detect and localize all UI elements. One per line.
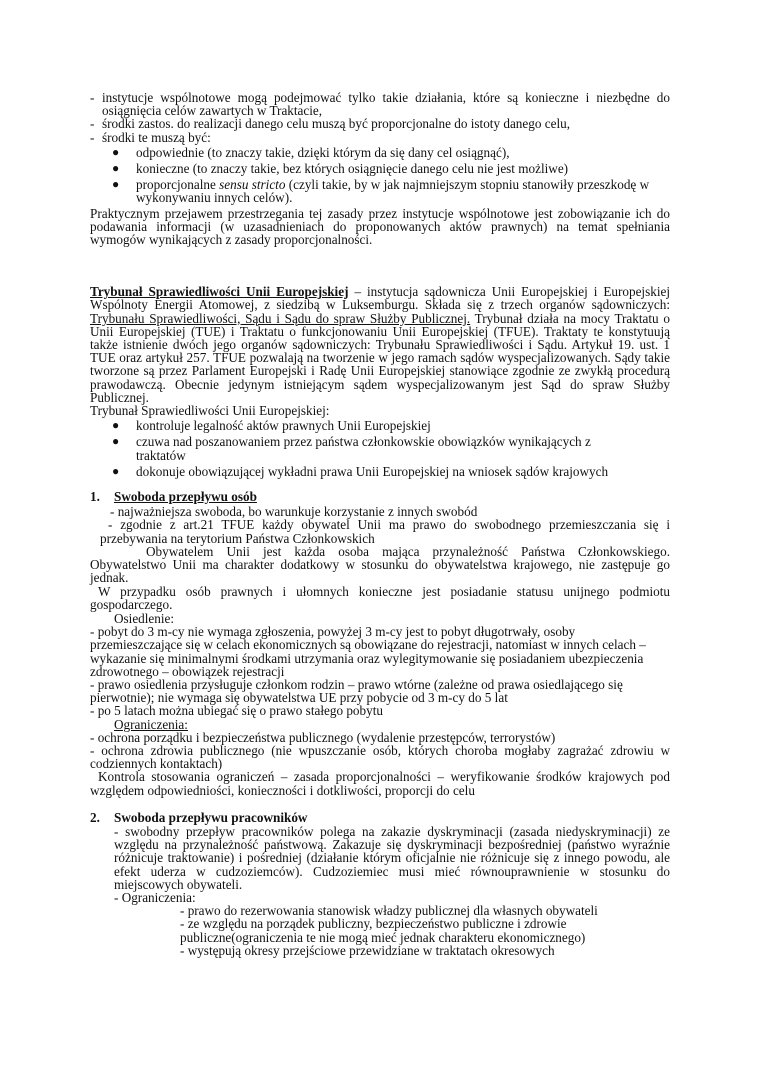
osiedlenie-item: - pobyt do 3 m-cy nie wymaga zgłoszenia, powyżej 3 m-cy jest to pobyt długotrwały, osoby przemieszczające się w celach ekonomicznych są obowiązane do rejestracji, natomiast w innych celach – wykazanie się minimalnymi środkami utrzymania oraz wylegitymowanie się posiadaniem ubezpieczenia zdrowotnego – obowiązek rejestracji <box>90 624 646 679</box>
bullet-text: proporcjonalne <box>136 177 220 193</box>
section-heading: 1. Swoboda przepływu osób <box>90 489 257 505</box>
section2-ogr-label: - Ograniczenia: <box>114 889 196 905</box>
bullet-icon: ● <box>112 161 120 176</box>
tribunal-title: Trybunał Sprawiedliwości Unii Europejskiej <box>90 284 349 300</box>
intro-item: - instytucje wspólnotowe mogą podejmować tylko takie działania, które są konieczne i niezbędne do osiągnięcia celów zawartych w Traktacie, <box>90 90 670 119</box>
tribunal-bullet: ● dokonuje obowiązującej wykładni prawa Unii Europejskiej na wniosek sądów krajowych <box>112 463 609 479</box>
intro-item: - środki zastos. do realizacji danego celu muszą być proporcjonalne do istoty danego celu, <box>90 116 571 132</box>
section1-line: - zgodnie z art.21 TFUE każdy obywatel Unii ma prawo do swobodnego przemieszczania się i przebywania na terytorium Państwa Członkowskich <box>100 517 670 546</box>
osiedlenie-item: - po 5 latach można ubiegać się o prawo stałego pobytu <box>90 703 383 719</box>
dash-marker: - <box>90 90 95 105</box>
intro-paragraph: Praktycznym przejawem przestrzegania tej zasady przez instytucje wspólnotowe jest zobowiązanie ich do podawania informacji (w uzasadnieniach do proponowanych aktów prawnych) na temat spełniania wymogów wynikających z zasady proporcjonalności. <box>90 205 670 248</box>
section2-ogr-item: - ze względu na porządek publiczny, bezpieczeństwo publiczne i zdrowie publiczne(ograniczenia te nie mogą mieć jednak charakteru ekonomicznego) <box>180 916 586 945</box>
intro-bullet: ● konieczne (to znaczy takie, bez których osiągnięcie danego celu nie jest możliwe) <box>112 161 569 177</box>
section1-line: - najważniejsza swoboda, bo warunkuje korzystanie z innych swobód <box>110 504 478 520</box>
section1-paragraph: W przypadku osób prawnych i ułomnych konieczne jest posiadanie statusu unijnego podmiotu gospodarczego. <box>90 583 670 612</box>
osiedlenie-label: Osiedlenie: <box>114 610 175 626</box>
bullet-icon: ● <box>112 144 120 159</box>
document-page <box>90 91 670 957</box>
tribunal-paragraph <box>90 285 670 404</box>
tribunal-text: – instytucja sądownicza Unii Europejskiej i Europejskiej Wspólnoty Energii Atomowej, z siedzibą w Luksemburgu. Składa się z trzech organów sądowniczych: <box>90 284 671 313</box>
tribunal-text: Trybunał działa na mocy Traktatu o Unii Europejskiej (TUE) i Traktatu o funkcjonowaniu Unii Europejskiej (TFUE). Traktaty te konstytuują także istnienie dwóch jego organów sądowniczych: Trybunału Sprawiedliwości i Sądu. Artykuł 19. ust. 1 TUE oraz artykuł 257. TFUE pozwalają na tworzenie w jego ramach sądów wyspecjalizowanych. Sądy takie tworzone są przez Parlament Europejski i Radę Unii Europejskiej stanowiące zgodnie ze zwykłą procedurą prawodawczą. Obecnie jedynym istniejącym sądem wyspecjalizowanym jest Sąd do spraw Służby Publicznej. <box>90 310 670 405</box>
section1-paragraph: Obywatelem Unii jest każda osoba mająca przynależność Państwa Członkowskiego. Obywatelstwo Unii ma charakter dodatkowy w stosunku do obywatelstwa krajowego, nie zastępuje go jednak. <box>90 543 670 586</box>
section-heading: 2. Swoboda przepływu pracowników <box>90 809 308 825</box>
intro-bullet: ● odpowiednie (to znaczy takie, dzięki którym da się dany cel osiągnąć), <box>112 144 510 160</box>
latin-term: sensu stricto <box>219 177 286 193</box>
bullet-icon: ● <box>112 463 120 478</box>
bullet-text: (czyli takie, by w jak najmniejszym stopniu stanowiły przeszkodę w wykonywaniu innych celów). <box>136 177 650 206</box>
osiedlenie-item: - prawo osiedlenia przysługuje członkom rodzin – prawo wtórne (zależne od prawa osiedlającego się pierwotnie); nie wymaga się obywatelstwa UE przy pobycie od 3 m-cy do 5 lat <box>90 676 623 706</box>
tribunal-link[interactable]: Trybunału Sprawiedliwości, Sądu i Sądu do spraw Służby Publicznej. <box>90 310 471 326</box>
dash-marker: - <box>90 116 95 132</box>
intro-item: - środki te muszą być: <box>90 129 211 145</box>
ograniczenia-item: - ochrona porządku i bezpieczeństwa publicznego (wydalenie przestępców, terrorystów) <box>90 729 556 745</box>
section2-ogr-item: - występują okresy przejściowe przewidziane w traktatach okresowych <box>180 942 555 958</box>
section2-ogr-item: - prawo do rezerwowania stanowisk władzy publicznej dla własnych obywateli <box>180 903 598 919</box>
bullet-icon: ● <box>112 418 120 433</box>
tribunal-bullet: ● czuwa nad poszanowaniem przez państwa członkowskie obowiązków wynikających z traktatów <box>112 434 591 463</box>
bullet-icon: ● <box>112 177 120 192</box>
tribunal-lead: Trybunał Sprawiedliwości Unii Europejskiej: <box>90 403 330 419</box>
ograniczenia-label: Ograniczenia: <box>114 716 188 732</box>
dash-marker: - <box>90 129 95 145</box>
bullet-icon: ● <box>112 434 120 449</box>
ograniczenia-item: - ochrona zdrowia publicznego (nie wpuszczanie osób, których choroba mogłaby zagrażać zdrowiu w codziennych kontaktach) <box>90 742 670 772</box>
kontrola-paragraph: Kontrola stosowania ograniczeń – zasada proporcjonalności – weryfikowanie środków krajowych pod względem odpowiedniości, konieczności i dotkliwości, proporcji do celu <box>90 769 670 798</box>
intro-bullet <box>112 178 670 204</box>
section2-paragraph: - swobodny przepływ pracowników polega na zakazie dyskryminacji (zasada niedyskryminacji) ze względu na przynależność państwową. Zakazuje się dyskryminacji bezpośredniej (państwo wyraźnie różnicuje traktowanie) i pośredniej (działanie którym oficjalnie nie różnicuje się z innego powodu, ale efekt uderza w cudzoziemców). Cudzoziemiec musi mieć równouprawnienie w stosunku do miejscowych obywateli. <box>114 823 670 892</box>
tribunal-bullet: ● kontroluje legalność aktów prawnych Unii Europejskiej <box>112 418 431 434</box>
